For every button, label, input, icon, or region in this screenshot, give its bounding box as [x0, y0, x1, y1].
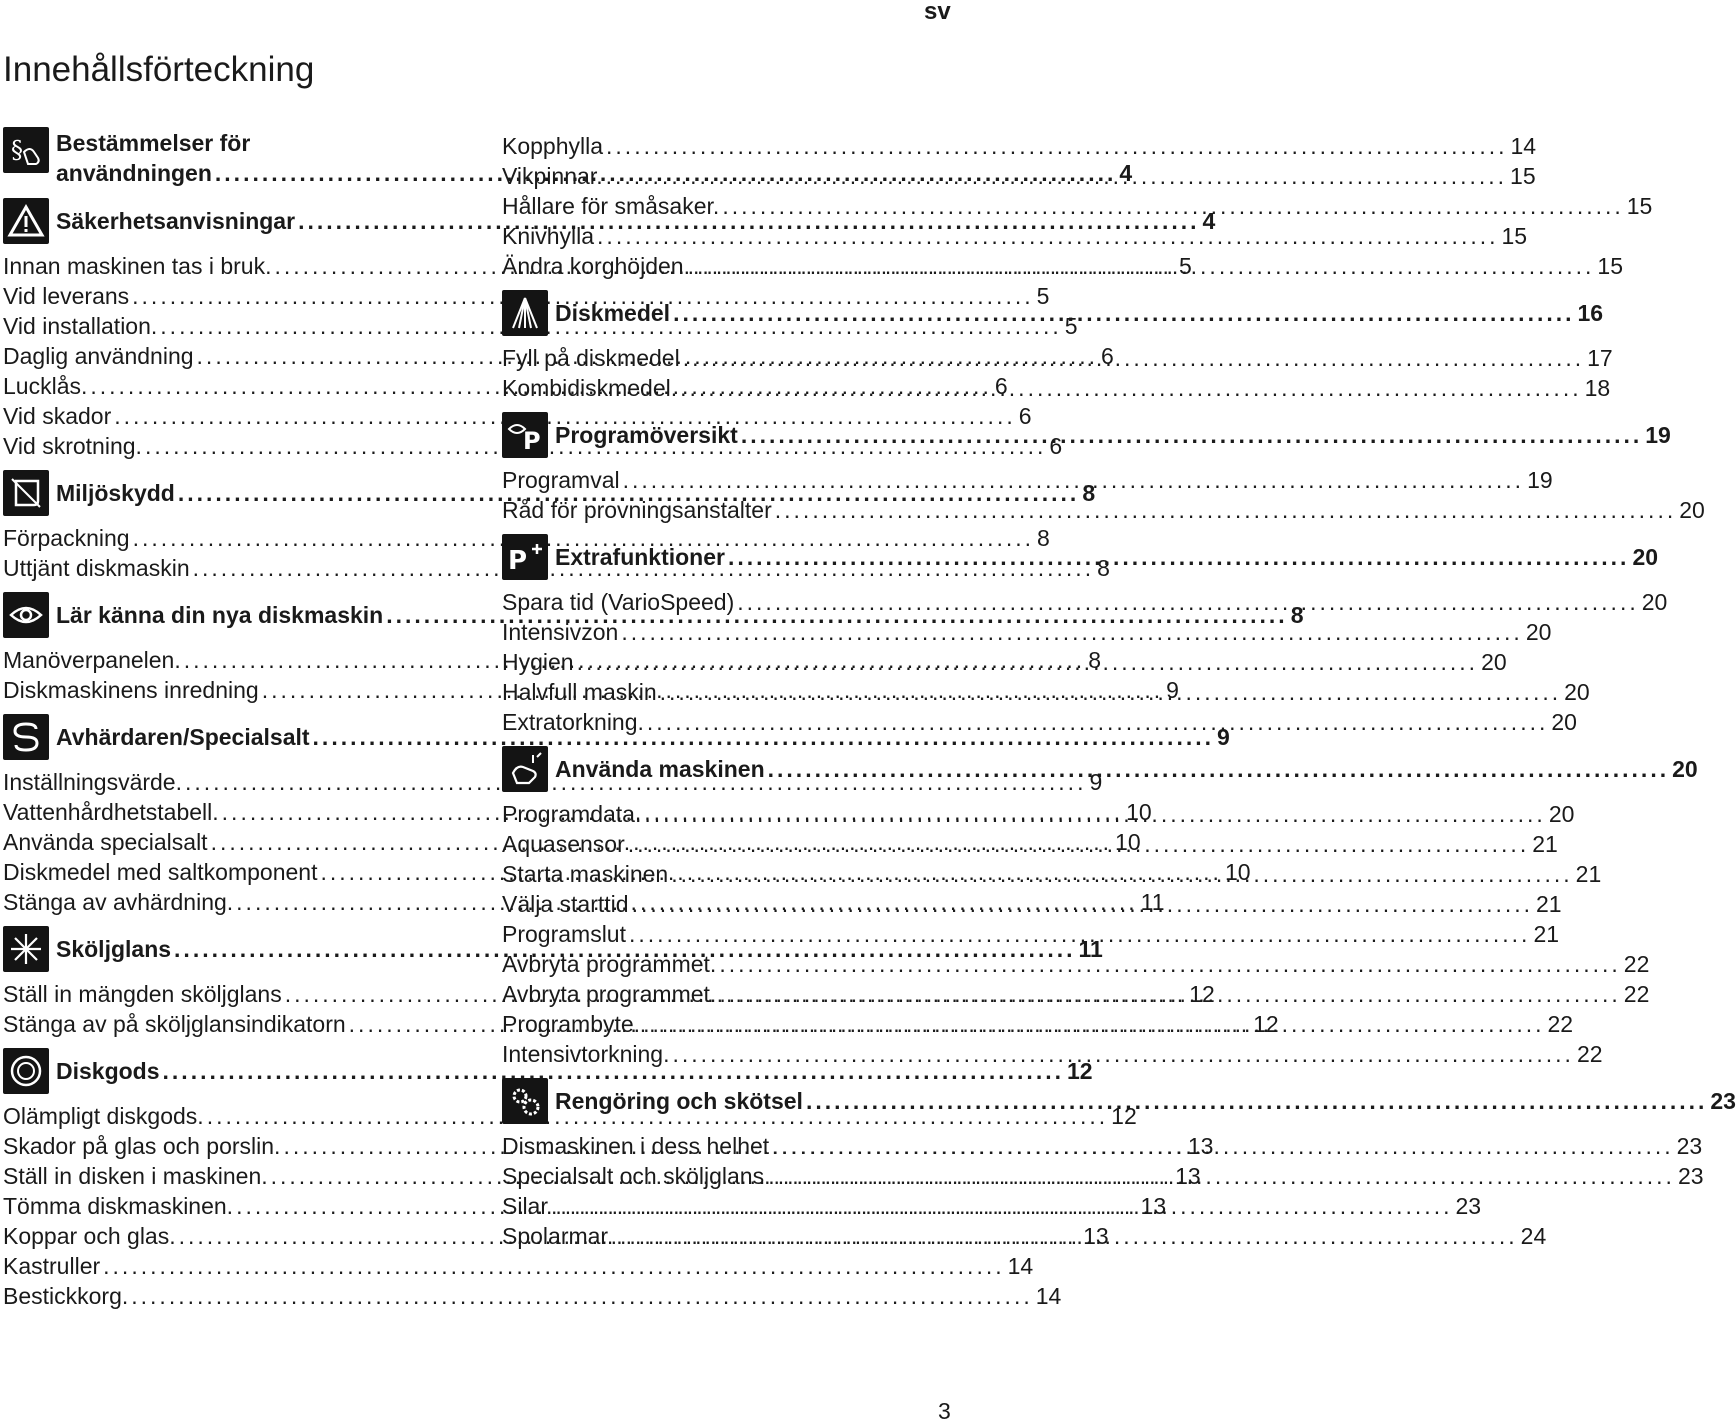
toc-entry-label: Ändra korghöjden.: [502, 253, 690, 279]
toc-entry-page: 20: [1525, 619, 1552, 645]
plate-icon: [3, 1048, 49, 1094]
toc-section-page: 9: [1217, 724, 1230, 750]
toc-entry-label: Kombidiskmedel.: [502, 375, 678, 401]
dot-leader: [673, 298, 1574, 328]
softener-s-icon: [3, 714, 49, 760]
toc-section: [502, 411, 1705, 525]
toc-entry-label: Vid skador: [3, 403, 112, 429]
toc-entry-label: Hållare för småsaker.: [502, 193, 720, 219]
dot-leader: [728, 542, 1629, 572]
toc-entry[interactable]: [502, 707, 1577, 737]
toc-section-title-line2: användningen: [56, 160, 212, 186]
toc-entry-label: Stänga av på sköljglansindikatorn: [3, 1011, 346, 1037]
toc-entry-label: Bestickkorg.: [3, 1283, 129, 1309]
toc-entry[interactable]: [3, 281, 1050, 311]
dot-leader: [772, 1131, 1673, 1161]
toc-section-title: Sköljglans: [56, 936, 172, 962]
toc-section-page: 8: [1082, 480, 1096, 506]
toc-entry-page: 13: [1175, 1163, 1201, 1189]
toc-entry-page: 20: [1641, 589, 1668, 615]
toc-entry-page: 9: [1089, 769, 1103, 795]
toc-entry[interactable]: [502, 617, 1552, 647]
toc-entry-label: Programval: [502, 467, 620, 493]
dot-leader: [683, 343, 1584, 373]
toc-entry-label: Använda specialsalt: [3, 829, 208, 855]
toc-entry-page: 5: [1178, 253, 1192, 279]
toc-entry-page: 8: [1037, 525, 1050, 551]
language-code: sv: [924, 0, 951, 25]
toc-entry-page: 15: [1510, 163, 1536, 189]
dot-leader: [643, 1009, 1544, 1039]
toc-entry-label: Dismaskinen i dess helhet: [502, 1133, 770, 1159]
toc-entry-page: 21: [1533, 921, 1560, 947]
toc-entry-page: 18: [1584, 375, 1611, 401]
toc-entry-page: 13: [1083, 1223, 1109, 1249]
toc-entry-page: 17: [1587, 345, 1613, 371]
toc-entry-page: 21: [1575, 861, 1602, 887]
toc-section-heading[interactable]: [502, 745, 1698, 793]
dot-leader: [647, 707, 1548, 737]
toc-entry-page: 14: [1510, 133, 1537, 159]
toc-entry[interactable]: [502, 251, 1624, 281]
dot-leader: [693, 251, 1594, 281]
dot-leader: [768, 754, 1669, 784]
toc-entry-page: 11: [1140, 889, 1165, 915]
warning-triangle-icon: [3, 198, 49, 244]
dot-leader: [719, 949, 1620, 979]
toc-entry-page: 20: [1564, 679, 1590, 705]
dot-leader: [606, 161, 1507, 191]
toc-section-page: 11: [1078, 936, 1103, 962]
toc-entry[interactable]: [502, 465, 1553, 495]
toc-entry-page: 23: [1455, 1193, 1482, 1219]
toc-section-page: 19: [1645, 422, 1671, 448]
dot-leader: [680, 373, 1581, 403]
toc-entry[interactable]: [502, 373, 1611, 403]
dot-leader: [741, 420, 1642, 450]
p-plus-icon: [502, 534, 548, 580]
toc-entry-page: 5: [1036, 283, 1050, 309]
toc-entry-page: 12: [1111, 1103, 1137, 1129]
toc-section: [502, 289, 1613, 403]
toc-entry[interactable]: [502, 221, 1528, 251]
hand-paragraph-icon: [3, 127, 49, 173]
dot-leader: [806, 1086, 1707, 1116]
toc-entry-page: 8: [1097, 555, 1110, 581]
toc-entry-page: 14: [1007, 1253, 1034, 1279]
dot-leader: [719, 979, 1620, 1009]
dot-leader: [577, 647, 1478, 677]
toc-section-title: Lär känna din nya diskmaskin: [56, 602, 384, 628]
toc-entry[interactable]: [502, 1039, 1603, 1069]
toc-entry-page: 24: [1520, 1223, 1547, 1249]
eye-icon: [3, 592, 49, 638]
toc-entry-page: 12: [1189, 981, 1215, 1007]
toc-entry-label: Intensivtorkning.: [502, 1041, 670, 1067]
toc-section-page: 12: [1066, 1058, 1093, 1084]
toc-section-title: Använda maskinen: [555, 756, 765, 782]
toc-entry-label: Vid skrotning.: [3, 433, 142, 459]
toc-entry-page: 10: [1115, 829, 1141, 855]
dot-leader: [671, 859, 1572, 889]
toc-entry-page: 12: [1253, 1011, 1279, 1037]
toc-entry-page: 15: [1597, 253, 1624, 279]
svg-text:P: P: [508, 546, 528, 576]
toc-entry-label: Koppar och glas.: [3, 1223, 176, 1249]
toc-entry-label: Halvfull maskin: [502, 679, 657, 705]
toc-entry-label: Tömma diskmaskinen.: [3, 1193, 234, 1219]
toc-entry[interactable]: [502, 131, 1537, 161]
toc-entry-label: Extratorkning.: [502, 709, 644, 735]
toc-section-page: 8: [1290, 602, 1304, 628]
toc-entry-label: Uttjänt diskmaskin: [3, 555, 190, 581]
toc-entry-page: 6: [1018, 403, 1032, 429]
toc-entry[interactable]: [502, 343, 1613, 373]
toc-section: [502, 533, 1668, 737]
toc-entry-label: Kopphylla: [502, 133, 604, 159]
toc-entry[interactable]: [3, 1251, 1034, 1281]
toc-entry[interactable]: [502, 587, 1668, 617]
toc-entry-page: 6: [994, 373, 1008, 399]
toc-entry[interactable]: [3, 1281, 1062, 1311]
toc-entry-page: 22: [1623, 981, 1650, 1007]
toc-entry-page: 15: [1501, 223, 1528, 249]
toc-entry[interactable]: [502, 161, 1536, 191]
toc-entry-page: 22: [1547, 1011, 1574, 1037]
dot-leader: [672, 1039, 1573, 1069]
toc-section-page: 23: [1710, 1088, 1736, 1114]
dot-leader: [597, 221, 1498, 251]
gears-icon: [502, 1078, 548, 1124]
toc-entry-label: Inställningsvärde.: [3, 769, 182, 795]
toc-entry-label: Daglig användning: [3, 343, 194, 369]
toc-entry-page: 6: [1101, 343, 1114, 369]
toc-section-title: Programöversikt: [555, 422, 738, 448]
toc-entry-page: 9: [1166, 677, 1179, 703]
toc-entry-label: Starta maskinen: [502, 861, 669, 887]
toc-entry-label: Skador på glas och porslin.: [3, 1133, 281, 1159]
toc-entry-page: 22: [1623, 951, 1650, 977]
toc-entry-label: Lucklås.: [3, 373, 88, 399]
dot-leader: [722, 191, 1623, 221]
toc-entry-label: Intensivzon: [502, 619, 619, 645]
toc-entry-page: 23: [1676, 1133, 1703, 1159]
toc-entry-label: Diskmaskinens inredning: [3, 677, 259, 703]
toc-entry-page: 10: [1126, 799, 1152, 825]
toc-section-heading[interactable]: [502, 411, 1671, 459]
toc-entry[interactable]: [3, 401, 1032, 431]
toc-entry-label: Vid installation.: [3, 313, 158, 339]
toc-entry-label: Spara tid (VarioSpeed): [502, 589, 735, 615]
dot-leader: [623, 465, 1524, 495]
toc-section-page: 4: [1202, 208, 1216, 234]
toc-entry[interactable]: [502, 495, 1705, 525]
leaf-environment-icon: [3, 470, 49, 516]
toc-entry-page: 21: [1536, 891, 1562, 917]
toc-entry-label: Vattenhårdhetstabell.: [3, 799, 219, 825]
toc-entry-page: 8: [1088, 647, 1101, 673]
toc-section-page: 20: [1672, 756, 1698, 782]
toc-entry-label: Ställ in disken i maskinen.: [3, 1163, 268, 1189]
dot-leader: [551, 1191, 1452, 1221]
toc-section: [502, 131, 1653, 281]
toc-section-heading[interactable]: [502, 289, 1604, 337]
toc-entry-page: 5: [1064, 313, 1078, 339]
toc-entry-page: 13: [1187, 1133, 1214, 1159]
dot-leader: [621, 617, 1522, 647]
toc-entry-label: Aquasensor: [502, 831, 625, 857]
toc-section-title: Miljöskydd: [56, 480, 175, 506]
toc-entry-label: Olämpligt diskgods.: [3, 1103, 204, 1129]
eye-p-icon: [502, 412, 548, 458]
toc-entry-page: 13: [1140, 1193, 1167, 1219]
toc-entry-label: Silar: [502, 1193, 549, 1219]
toc-entry-page: 19: [1527, 467, 1553, 493]
toc-section-title: Diskgods: [56, 1058, 160, 1084]
toc-section-title-line1: Bestämmelser för: [56, 130, 251, 156]
toc-section-heading[interactable]: [502, 533, 1659, 581]
rinse-aid-sparkle-icon: [3, 926, 49, 972]
toc-entry-label: Specialsalt och sköljglans.: [502, 1163, 771, 1189]
page-number: 3: [938, 1398, 951, 1424]
dot-leader: [660, 677, 1561, 707]
toc-entry-label: Fyll på diskmedel: [502, 345, 680, 371]
toc-entry-label: Välja starttid: [502, 891, 629, 917]
toc-entry[interactable]: [502, 647, 1507, 677]
dot-leader: [775, 495, 1676, 525]
toc-entry-page: 20: [1548, 801, 1575, 827]
toc-entry-label: Innan maskinen tas i bruk.: [3, 253, 272, 279]
toc-entry-page: 6: [1049, 433, 1063, 459]
toc-entry-label: Spolarmar.: [502, 1223, 614, 1249]
toc-section-title: Diskmedel: [555, 300, 671, 326]
toc-entry-label: Vid leverans: [3, 283, 130, 309]
toc-entry[interactable]: [3, 523, 1050, 553]
toc-entry-label: Manöverpanelen.: [3, 647, 181, 673]
dot-leader: [131, 1281, 1032, 1311]
svg-text:P: P: [523, 427, 541, 455]
detergent-icon: [502, 290, 548, 336]
toc-section-page: 4: [1119, 160, 1133, 186]
toc-entry-label: Stänga av avhärdning.: [3, 889, 234, 915]
dot-leader: [628, 829, 1529, 859]
dot-leader: [629, 919, 1530, 949]
toc-entry-page: 21: [1532, 831, 1558, 857]
svg-text:§: §: [11, 136, 23, 164]
toc-entry-label: Programbyte.: [502, 1011, 641, 1037]
toc-entry[interactable]: [502, 191, 1653, 221]
toc-entry-label: Vikpinnar.: [502, 163, 603, 189]
toc-entry-page: 20: [1551, 709, 1577, 735]
toc-entry-label: Ställ in mängden sköljglans: [3, 981, 282, 1007]
toc-entry-label: Programslut: [502, 921, 626, 947]
toc-entry-page: 23: [1677, 1163, 1704, 1189]
toc-entry-label: Avbryta programmet.: [502, 981, 717, 1007]
dot-leader: [644, 799, 1545, 829]
toc-entry-page: 20: [1679, 497, 1705, 523]
toc-section-title: Extrafunktioner: [555, 544, 725, 570]
toc-entry-page: 22: [1576, 1041, 1603, 1067]
toc-entry[interactable]: [502, 677, 1590, 707]
toc-section-page: 20: [1632, 544, 1659, 570]
toc-entry-page: 14: [1035, 1283, 1062, 1309]
hand-press-icon: [502, 746, 548, 792]
toc-entry-label: Diskmedel med saltkomponent: [3, 859, 318, 885]
toc-section-page: 16: [1577, 300, 1604, 326]
toc-entry-label: Hygien: [502, 649, 574, 675]
toc-entry-page: 20: [1481, 649, 1507, 675]
toc-section-title: Avhärdaren/Specialsalt: [56, 724, 310, 750]
page-title: Innehållsförteckning: [3, 50, 315, 89]
dot-leader: [606, 131, 1507, 161]
toc-entry-label: Knivhylla: [502, 223, 595, 249]
dot-leader: [632, 889, 1533, 919]
dot-leader: [616, 1221, 1517, 1251]
toc-section-title: Säkerhetsanvisningar: [56, 208, 296, 234]
dot-leader: [737, 587, 1638, 617]
toc-entry-label: Förpackning: [3, 525, 130, 551]
dot-leader: [773, 1161, 1674, 1191]
toc-entry-label: Råd för provningsanstalter: [502, 497, 772, 523]
toc-entry-page: 15: [1626, 193, 1653, 219]
toc-entry-label: Programdata.: [502, 801, 642, 827]
toc-entry-label: Kastruller: [3, 1253, 101, 1279]
toc-section-title: Rengöring och skötsel: [555, 1088, 803, 1114]
toc-entry-label: Avbryta programmet.: [502, 951, 717, 977]
toc-entry-page: 10: [1224, 859, 1251, 885]
